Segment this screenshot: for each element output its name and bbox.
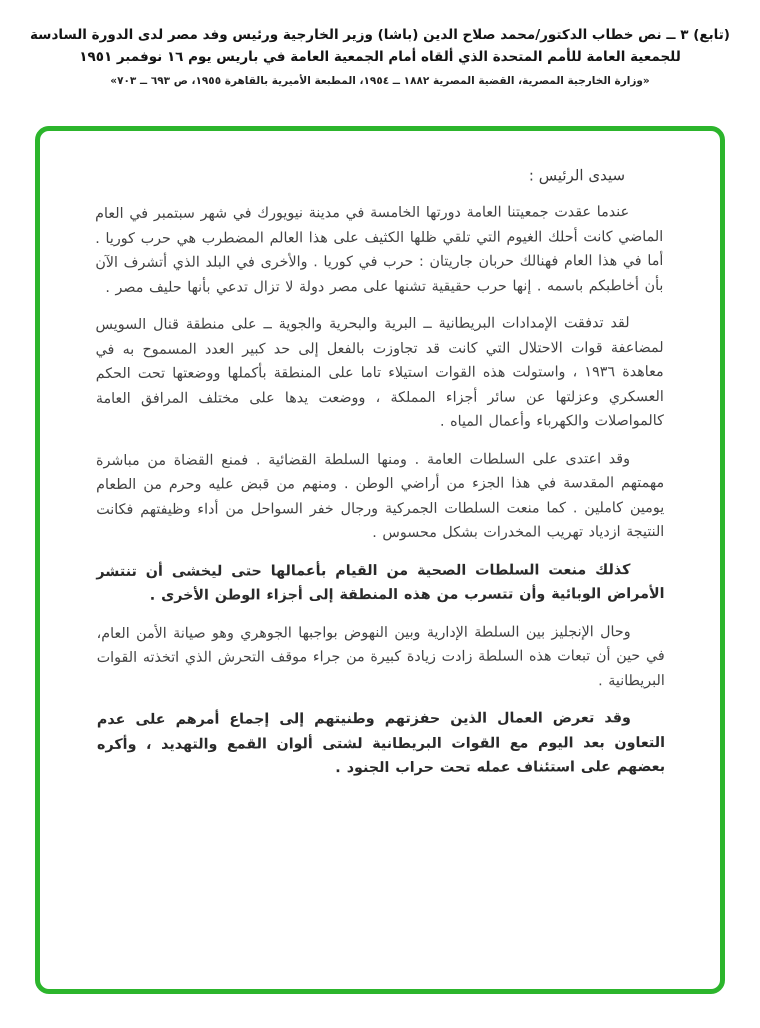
paragraph-6: وقد تعرض العمال الذين حفزتهم وطنيتهم إلى إجماع أمرهم على عدم التعاون بعد اليوم مع القوات البريطانية لشتى ألوان القمع والتهديد ، وأكره بعضهم على استئناف عمله تحت حراب الجنود . (96, 710, 666, 777)
header-title-line-1: (تابع) ٣ ــ نص خطاب الدكتور/محمد صلاح الدين (باشا) وزير الخارجية ورئيس وفد مصر لدى الدورة السادسة (30, 27, 730, 43)
paragraph-2: لقد تدفقت الإمدادات البريطانية ــ البرية والبحرية والجوية ــ على منطقة قنال السويس لمضاعفة قوات الاحتلال التي كانت قد تجاوزت بالفعل إلى حد كبير العدد المسموح به في معاهدة ١٩٣٦ ، واستولت هذه القوات استيلاء تاما على المنطقة بأكملها ووضعتها تحت الحكم العسكري وعزلتها عن سائر أجزاء المملكة ، ووضعت يدها على مختلف المرافق العامة كالمواصلات والكهرباء وأعمال المياه . (95, 315, 664, 430)
paragraph-3: وقد اعتدى على السلطات العامة . ومنها السلطة القضائية . فمنع القضاة من مباشرة مهمتهم المقدسة في هذا الجزء من أراضي الوطن . ومنهم من قبض عليه وحرم من الطعام يومين كاملين . كما منعت السلطات الجمركية ورجال خفر السواحل من أداء وظيفتهم فكانت النتيجة ازدياد تهريب المخدرات بشكل محسوس . (95, 450, 665, 542)
document-header (0, 0, 760, 90)
header-citation: «وزارة الخارجية المصرية، القضية المصرية ١٨٨٢ ــ ١٩٥٤، المطبعة الأميرية بالقاهرة ١٩٥٥، ص ٦٩٣ ــ ٧٠٣» (110, 75, 650, 87)
header-title-line-2: للجمعية العامة للأمم المتحدة الذي ألقاه أمام الجمعية العامة في باريس يوم ١٦ نوفمبر ١٩٥١ (79, 49, 681, 65)
scanned-page-content (39, 130, 721, 782)
salutation: سيدى الرئيس : (528, 166, 626, 185)
paragraph-1: عندما عقدت جمعيتنا العامة دورتها الخامسة في مدينة نيويورك في شهر سبتمبر في العام الماضي كانت أحلك الغيوم التي تلقي ظلها الكثيف على هذا العالم المضطرب هي حرب كوريا . أما في هذا العام فهنالك حربان جاريتان : حرب في كوريا . والأخرى في البلد الذي أتشرف الآن بأن أخاطبكم باسمه . إنها حرب حقيقية تشنها على مصر دولة لا تزال تدعي بأنها حليف مصر . (95, 204, 664, 296)
scanned-page-frame (35, 126, 725, 994)
paragraph-5: وحال الإنجليز بين السلطة الإدارية وبين النهوض بواجبها الجوهري وهو صيانة الأمن العام، في حين أن تبعات هذه السلطة زادت زيادة كبيرة من جراء موقف التحرش الذي اتخذته القوات البريطانية . (96, 623, 665, 689)
paragraph-4: كذلك منعت السلطات الصحية من القيام بأعمالها حتى ليخشى أن تنتشر الأمراض الوبائية وأن تتسرب من هذه المنطقة إلى أجزاء الوطن الأخرى . (96, 561, 665, 604)
